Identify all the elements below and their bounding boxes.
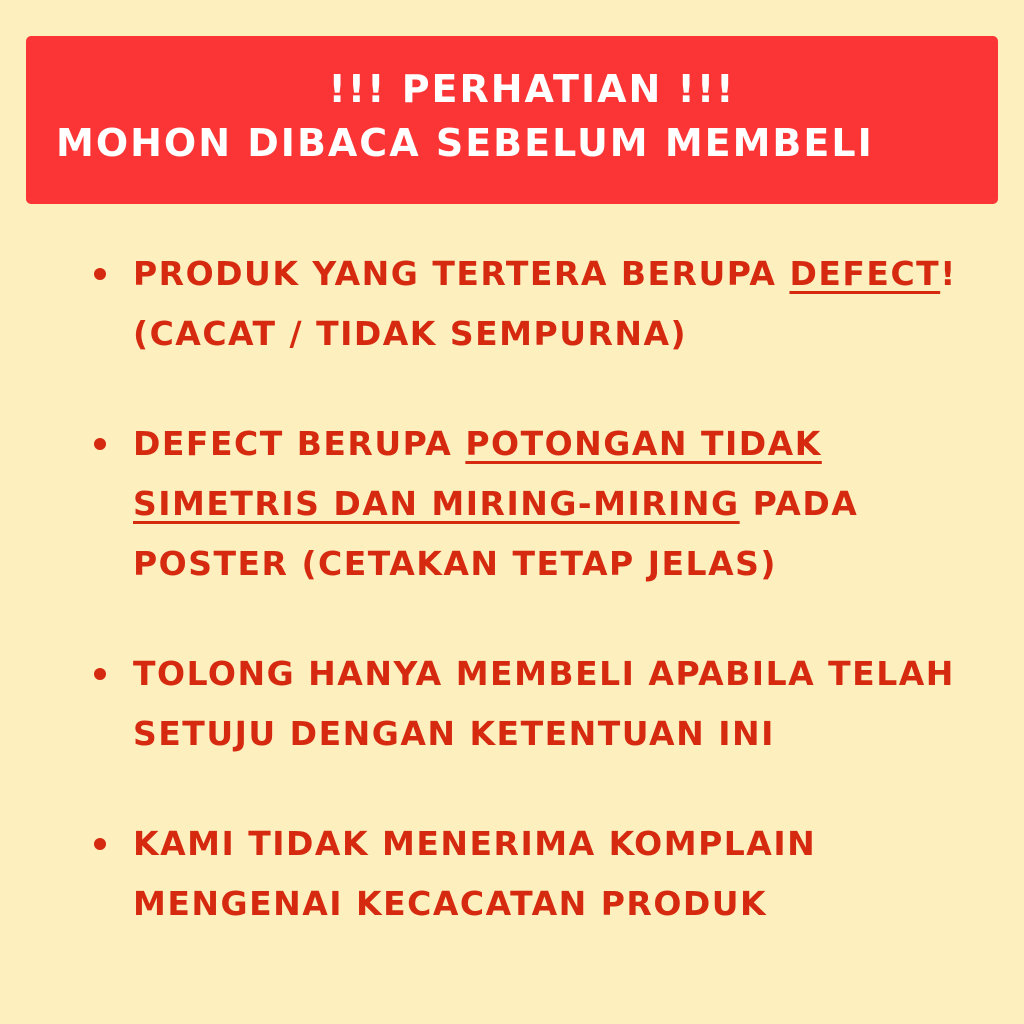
- banner-subtitle: MOHON DIBACA SEBELUM MEMBELI: [56, 121, 874, 165]
- notice-item-3: [88, 644, 968, 764]
- notice-emphasis: POTONGAN TIDAK SIMETRIS DAN MIRING-MIRING: [133, 424, 822, 523]
- notice-text: TOLONG HANYA MEMBELI APABILA TELAH SETUJU DENGAN KETENTUAN INI: [133, 654, 955, 753]
- notice-item-1: [88, 244, 968, 364]
- notice-list: [88, 244, 968, 984]
- bullet-icon: [94, 268, 106, 280]
- banner-title: !!! PERHATIAN !!!: [328, 67, 736, 111]
- bullet-icon: [94, 438, 106, 450]
- notice-text: PRODUK YANG TERTERA BERUPA: [133, 254, 790, 293]
- warning-banner: [26, 36, 998, 204]
- bullet-icon: [94, 838, 106, 850]
- notice-item-4: [88, 814, 968, 934]
- notice-item-2: [88, 414, 968, 594]
- bullet-icon: [94, 668, 106, 680]
- notice-text: DEFECT BERUPA: [133, 424, 466, 463]
- notice-text: KAMI TIDAK MENERIMA KOMPLAIN MENGENAI KECACATAN PRODUK: [133, 824, 817, 923]
- notice-text: ! (CACAT / TIDAK SEMPURNA): [133, 254, 957, 353]
- notice-text: PADA POSTER (CETAKAN TETAP JELAS): [133, 484, 859, 583]
- notice-emphasis: DEFECT: [789, 254, 941, 293]
